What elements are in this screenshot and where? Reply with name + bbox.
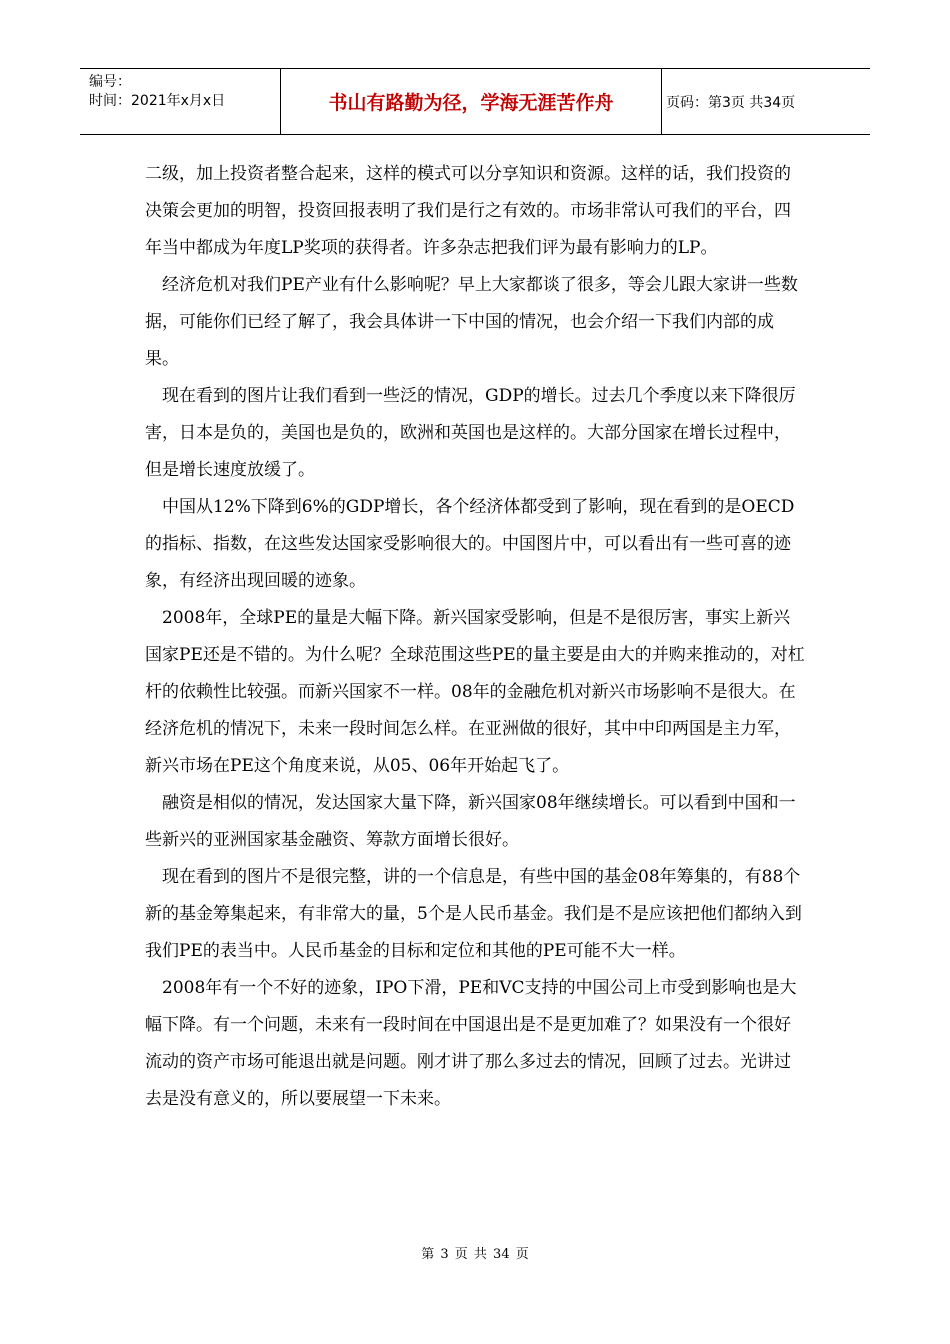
paragraph: 融资是相似的情况，发达国家大量下降，新兴国家08年继续增长。可以看到中国和一些新兴的亚洲国家基金融资、筹款方面增长很好。 (145, 793, 796, 850)
header-motto: 书山有路勤为径，学海无涯苦作舟 (328, 92, 614, 114)
page-footer: 第 3 页 共 34 页 (421, 1247, 529, 1262)
header-info-cell (80, 69, 281, 134)
paragraph: 2008年有一个不好的迹象，IPO下滑，PE和VC支持的中国公司上市受到影响也是大幅下降。有一个问题，未来有一段时间在中国退出是不是更加难了？如果没有一个很好流动的资产市场可能退出就是问题。刚才讲了那么多过去的情况，回顾了过去。光讲过去是没有意义的，所以要展望一下未来。 (145, 978, 797, 1109)
paragraph: 中国从12%下降到6%的GDP增长，各个经济体都受到了影响，现在看到的是OECD的指标、指数，在这些发达国家受影响很大的。中国图片中，可以看出有一些可喜的迹象，有经济出现回暖的迹象。 (145, 497, 795, 591)
header-motto-cell (281, 69, 662, 134)
paragraph: 现在看到的图片不是很完整，讲的一个信息是，有些中国的基金08年筹集的，有88个新的基金筹集起来，有非常大的量，5个是人民币基金。我们是不是应该把他们都纳入到我们PE的表当中。人民币基金的目标和定位和其他的PE可能不大一样。 (145, 867, 802, 961)
paragraph: 现在看到的图片让我们看到一些泛的情况，GDP的增长。过去几个季度以来下降很厉害，日本是负的，美国也是负的，欧洲和英国也是这样的。大部分国家在增长过程中，但是增长速度放缓了。 (145, 386, 796, 480)
paragraph: 二级，加上投资者整合起来，这样的模式可以分享知识和资源。这样的话，我们投资的决策会更加的明智，投资回报表明了我们是行之有效的。市场非常认可我们的平台，四年当中都成为年度LP奖项的获得者。许多杂志把我们评为最有影响力的LP。 (145, 164, 791, 258)
header-page-number: 页码：第3页 共34页 (666, 95, 796, 111)
document-header (80, 68, 870, 135)
paragraph: 经济危机对我们PE产业有什么影响呢？早上大家都谈了很多，等会儿跟大家讲一些数据，可能你们已经了解了，我会具体讲一下中国的情况，也会介绍一下我们内部的成果。 (145, 275, 798, 369)
paragraph: 2008年，全球PE的量是大幅下降。新兴国家受影响，但是不是很厉害，事实上新兴国家PE还是不错的。为什么呢？全球范围这些PE的量主要是由大的并购来推动的，对杠杆的依赖性比较强。而新兴国家不一样。08年的金融危机对新兴市场影响不是很大。在经济危机的情况下，未来一段时间怎么样。在亚洲做的很好，其中中印两国是主力军，新兴市场在PE这个角度来说，从05、06年开始起飞了。 (145, 608, 805, 776)
document-number-label: 编号： (89, 74, 131, 90)
header-page-cell (662, 69, 870, 134)
document-date-label: 时间：2021年x月x日 (89, 93, 226, 109)
document-body (145, 156, 807, 1118)
